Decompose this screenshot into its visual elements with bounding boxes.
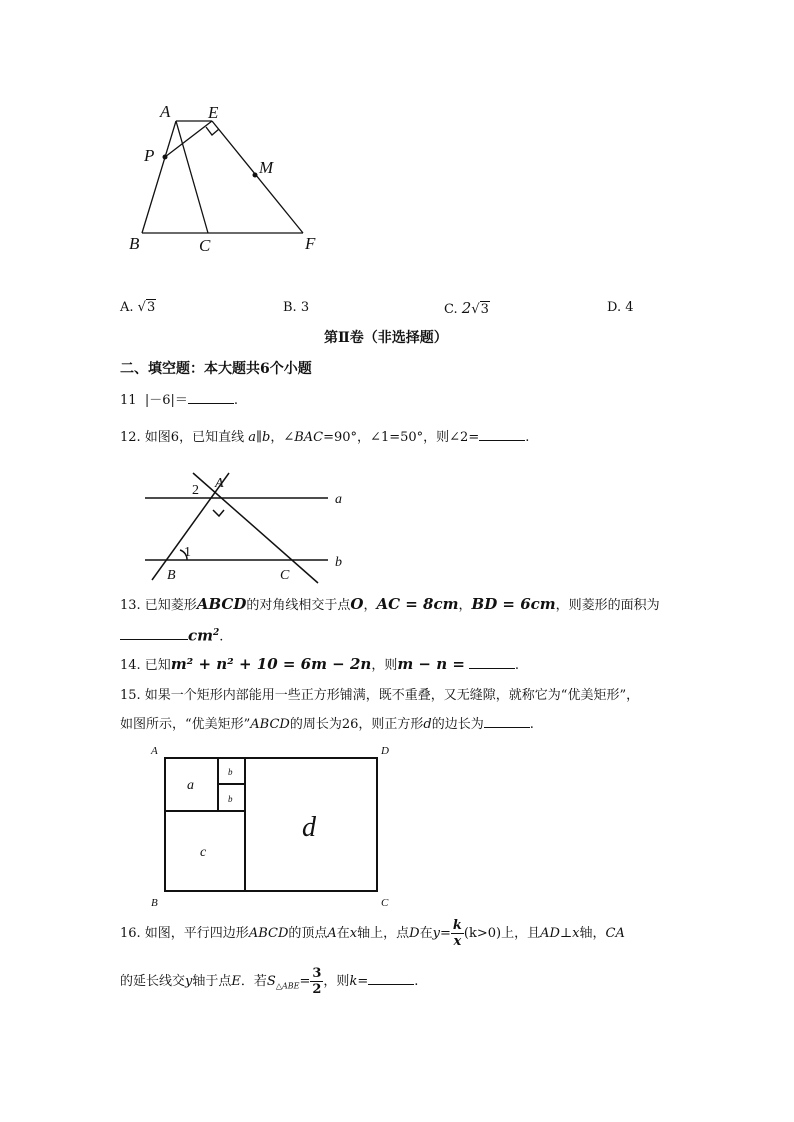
question-16-line1: 16. 如图，平行四边形ABCD的顶点A在x轴上，点D在y= $\frac{k}{x}$ (k>0)上，且AD⊥x轴，CA [120,918,625,949]
label-c: C [280,568,290,583]
label-a: A [151,745,158,757]
square-a-label: a [187,778,194,793]
sqrt-icon: √3 [137,300,156,315]
label-f: F [305,234,316,253]
fraction-three-halves: $\frac{3}{2}$ [312,966,322,997]
label-m: M [259,158,274,177]
label-c: C [199,236,211,255]
part-heading: 二、填空题：本大题共6个小题 [120,361,312,377]
square-d-label: d [302,812,316,843]
label-angle-2: 2 [192,483,199,498]
answer-blank[interactable] [469,655,515,669]
question-14: 14. 已知m² + n² + 10 = 6m − 2n，则m − n = . [120,655,520,673]
answer-blank[interactable] [368,971,414,985]
label-b: B [151,897,158,909]
label-angle-1: 1 [184,545,191,560]
label-e: E [208,103,219,122]
square-b2-label: b [228,794,233,804]
figure-parallel-lines [140,470,360,585]
label-a: A [215,476,224,491]
figure-triangle [120,95,340,260]
point-m [253,173,258,178]
question-15-line1: 15. 如果一个矩形内部能用一些正方形铺满，既不重叠，又无缝隙，就称它为“优美矩形”， [120,688,640,703]
volume-title: 第Ⅱ卷（非选择题） [324,330,448,346]
question-16-line2: 的延长线交y轴于点E．若$S_{\triangle ABE}=$ $\frac{3}{2}$ ，则k= . [120,966,419,997]
question-15-line2: 如图所示，“优美矩形”ABCD的周长为26，则正方形d的边长为 . [120,714,534,734]
figure-rectangle [145,740,405,910]
label-c: C [381,897,389,909]
answer-blank[interactable] [484,714,530,728]
fraction-k-over-x: $\frac{k}{x}$ [452,918,462,949]
question-13-line2: $cm^2$. [120,624,223,646]
question-12: 12. 如图6，已知直线 a∥b，∠BAC=90°，∠1=50°，则∠2= . [120,427,529,447]
answer-blank[interactable] [188,390,234,404]
option-c: C. 2√3 [444,299,489,317]
square-b1-label: b [228,767,233,777]
label-line-a: a [335,492,342,507]
option-d: D. 4 [607,300,634,315]
label-a: A [160,102,171,121]
sqrt-icon: √3 [471,302,489,317]
question-13: 13. 已知菱形ABCD的对角线相交于点O，AC = 8cm，BD = 6cm，则菱形的面积为 [120,595,660,613]
label-d: D [381,745,389,757]
label-b: B [129,234,140,253]
label-p: P [144,146,155,165]
label-line-b: b [335,555,342,570]
square-c-label: c [200,845,207,860]
label-b: B [167,568,176,583]
point-p [163,155,168,160]
option-b: B. 3 [283,300,310,315]
option-a: A. √3 [120,300,156,315]
question-11: 11 |－6|＝ . [120,390,238,410]
answer-blank[interactable] [120,626,188,640]
answer-blank[interactable] [479,427,525,441]
